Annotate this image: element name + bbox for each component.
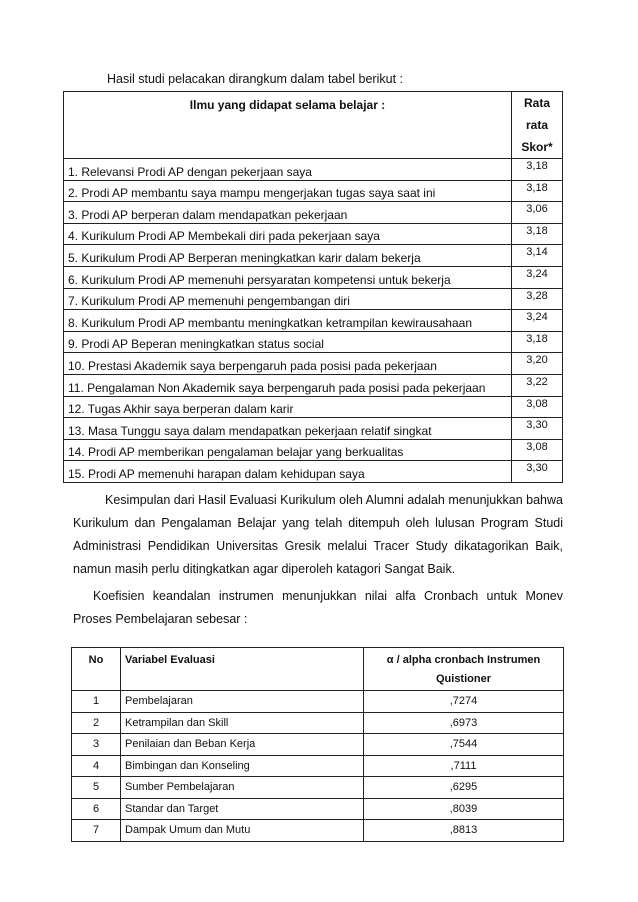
table-row	[64, 223, 563, 245]
cronbach-alpha-table	[71, 647, 564, 842]
row-no: 6	[72, 798, 121, 820]
table-row	[64, 310, 563, 332]
row-variabel: Sumber Pembelajaran	[121, 777, 364, 799]
row-no: 1	[72, 691, 121, 713]
row-variabel: Penilaian dan Beban Kerja	[121, 734, 364, 756]
header-variabel: Variabel Evaluasi	[121, 648, 364, 691]
header-alpha: α / alpha cronbach Instrumen Quistioner	[364, 648, 564, 691]
row-item: 14. Prodi AP memberikan pengalaman belajar yang berkualitas	[64, 439, 512, 461]
reliability-text: Koefisien keandalan instrumen menunjukkan nilai alfa Cronbach untuk Monev Proses Pembelajaran sebesar :	[73, 589, 563, 626]
row-item: 1. Relevansi Prodi AP dengan pekerjaan saya	[64, 159, 512, 181]
table-row	[64, 331, 563, 353]
table-row	[72, 734, 564, 756]
row-item: 7. Kurikulum Prodi AP memenuhi pengembangan diri	[64, 288, 512, 310]
row-item: 10. Prestasi Akademik saya berpengaruh pada posisi pada pekerjaan	[64, 353, 512, 375]
row-item: 4. Kurikulum Prodi AP Membekali diri pada pekerjaan saya	[64, 223, 512, 245]
table-row	[64, 461, 563, 483]
row-no: 5	[72, 777, 121, 799]
row-score: 3,22	[512, 374, 563, 396]
table-row	[64, 180, 563, 202]
row-variabel: Ketrampilan dan Skill	[121, 712, 364, 734]
row-item: 15. Prodi AP memenuhi harapan dalam kehidupan saya	[64, 461, 512, 483]
table-row	[72, 798, 564, 820]
row-item: 8. Kurikulum Prodi AP membantu meningkatkan ketrampilan kewirausahaan	[64, 310, 512, 332]
table-header-row	[72, 648, 564, 691]
header-rata-line3: Skor*	[521, 140, 553, 154]
row-alpha: ,8813	[364, 820, 564, 842]
intro-text: Hasil studi pelacakan dirangkum dalam tabel berikut :	[107, 72, 403, 86]
row-alpha: ,6973	[364, 712, 564, 734]
row-score: 3,08	[512, 439, 563, 461]
row-alpha: ,8039	[364, 798, 564, 820]
row-score: 3,14	[512, 245, 563, 267]
row-variabel: Pembelajaran	[121, 691, 364, 713]
table-row	[64, 288, 563, 310]
row-score: 3,30	[512, 418, 563, 440]
row-item: 6. Kurikulum Prodi AP memenuhi persyaratan kompetensi untuk bekerja	[64, 266, 512, 288]
header-rata-line1: Rata	[523, 96, 550, 110]
table-row	[64, 418, 563, 440]
row-variabel: Dampak Umum dan Mutu	[121, 820, 364, 842]
row-score: 3,20	[512, 353, 563, 375]
row-item: 9. Prodi AP Beperan meningkatkan status social	[64, 331, 512, 353]
table-row	[64, 159, 563, 181]
row-alpha: ,7111	[364, 755, 564, 777]
row-item: 13. Masa Tunggu saya dalam mendapatkan pekerjaan relatif singkat	[64, 418, 512, 440]
header-rata-line2: rata	[525, 118, 548, 132]
row-alpha: ,7544	[364, 734, 564, 756]
row-score: 3,18	[512, 223, 563, 245]
header-rata-rata-skor	[512, 92, 563, 159]
table-row	[64, 396, 563, 418]
header-no: No	[72, 648, 121, 691]
table-row	[72, 691, 564, 713]
conclusion-text: Kesimpulan dari Hasil Evaluasi Kurikulum oleh Alumni adalah menunjukkan bahwa Kurikulum dan Pengalaman Belajar yang telah ditempuh oleh lulusan Program Studi Administrasi Pendidikan Universitas Gresik melalui Tracer Study dikatagorikan Baik, namun masih perlu ditingkatkan agar diperoleh katagori Sangat Baik.	[73, 493, 563, 576]
row-item: 3. Prodi AP berperan dalam mendapatkan pekerjaan	[64, 202, 512, 224]
row-item: 11. Pengalaman Non Akademik saya berpengaruh pada posisi pada pekerjaan	[64, 374, 512, 396]
row-score: 3,18	[512, 159, 563, 181]
row-score: 3,18	[512, 180, 563, 202]
row-score: 3,18	[512, 331, 563, 353]
table-row	[64, 439, 563, 461]
table-row	[64, 202, 563, 224]
header-ilmu: Ilmu yang didapat selama belajar :	[64, 92, 512, 159]
table-row	[72, 777, 564, 799]
row-alpha: ,6295	[364, 777, 564, 799]
row-item: 2. Prodi AP membantu saya mampu mengerjakan tugas saya saat ini	[64, 180, 512, 202]
row-no: 3	[72, 734, 121, 756]
row-score: 3,08	[512, 396, 563, 418]
row-score: 3,24	[512, 310, 563, 332]
row-score: 3,30	[512, 461, 563, 483]
table-row	[64, 374, 563, 396]
row-item: 5. Kurikulum Prodi AP Berperan meningkatkan karir dalam bekerja	[64, 245, 512, 267]
conclusion-paragraph	[73, 489, 563, 581]
row-no: 4	[72, 755, 121, 777]
table-row	[64, 266, 563, 288]
table-row	[72, 820, 564, 842]
row-no: 7	[72, 820, 121, 842]
row-no: 2	[72, 712, 121, 734]
table-header-row	[64, 92, 563, 159]
table-row	[64, 245, 563, 267]
row-alpha: ,7274	[364, 691, 564, 713]
row-score: 3,06	[512, 202, 563, 224]
table-row	[72, 712, 564, 734]
alumni-survey-table	[63, 91, 563, 483]
row-variabel: Bimbingan dan Konseling	[121, 755, 364, 777]
row-item: 12. Tugas Akhir saya berperan dalam karir	[64, 396, 512, 418]
table-row	[64, 353, 563, 375]
reliability-paragraph	[73, 585, 563, 631]
table-row	[72, 755, 564, 777]
row-variabel: Standar dan Target	[121, 798, 364, 820]
row-score: 3,24	[512, 266, 563, 288]
row-score: 3,28	[512, 288, 563, 310]
